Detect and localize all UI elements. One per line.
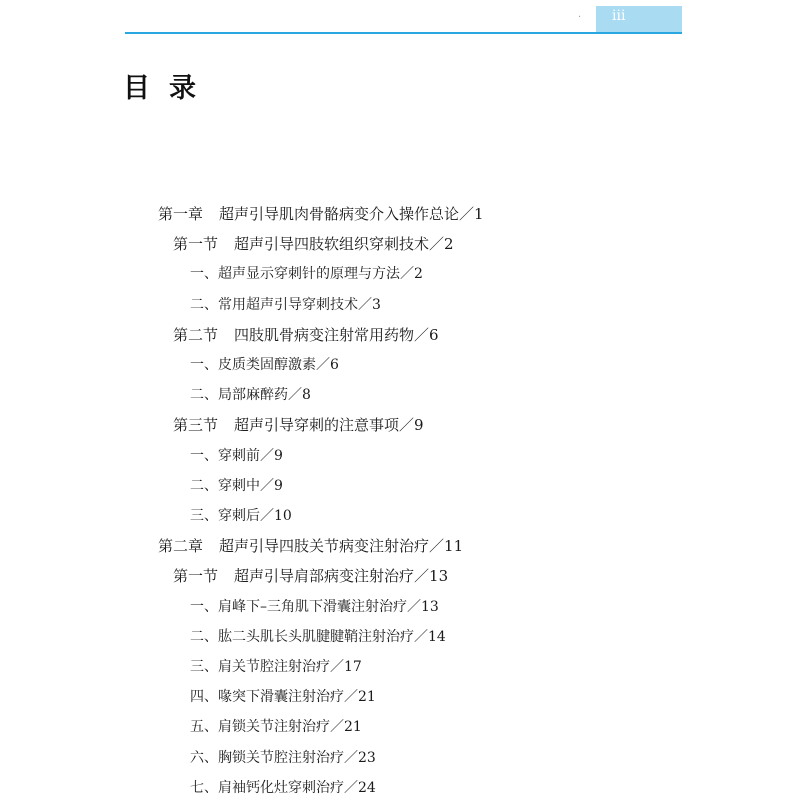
toc-entry-number: 第一节 (173, 235, 219, 253)
toc-entry-page: ／21 (330, 719, 362, 735)
toc-entry[interactable] (190, 716, 362, 738)
page-title: 目录 (123, 73, 215, 104)
toc-entry-title: 肩关节腔注射治疗 (218, 659, 330, 675)
toc-entry-number: 一、 (190, 599, 218, 615)
header-tick-mark: · (578, 12, 582, 23)
toc-entry-page: ／6 (414, 326, 439, 344)
toc-entry-title: 超声引导四肢关节病变注射治疗 (219, 537, 430, 555)
toc-entry-page: ／13 (414, 567, 449, 585)
toc-entry-number: 第一章 (158, 205, 204, 223)
toc-entry-number: 七、 (190, 780, 218, 796)
toc-entry-page: ／13 (407, 599, 439, 615)
toc-entry[interactable] (190, 384, 311, 406)
toc-entry[interactable] (190, 505, 292, 527)
toc-entry-number: 第二章 (158, 537, 204, 555)
toc-entry[interactable] (158, 203, 484, 225)
toc-entry-page: ／9 (260, 448, 283, 464)
toc-entry[interactable] (190, 747, 376, 769)
toc-entry[interactable] (173, 414, 424, 436)
toc-entry-number: 第一节 (173, 567, 219, 585)
toc-entry-title: 超声引导肌肉骨骼病变介入操作总论 (219, 205, 460, 223)
toc-entry-number: 六、 (190, 750, 218, 766)
toc-entry-title: 肩袖钙化灶穿刺治疗 (218, 780, 344, 796)
toc-entry-title: 喙突下滑囊注射治疗 (218, 689, 344, 705)
toc-entry-page: ／23 (344, 750, 376, 766)
toc-entry-title: 皮质类固醇激素 (218, 357, 316, 373)
toc-entry-number: 二、 (190, 478, 218, 494)
toc-entry-number: 五、 (190, 719, 218, 735)
toc-entry-page: ／2 (429, 235, 454, 253)
toc-entry-number: 二、 (190, 297, 218, 313)
toc-entry[interactable] (173, 324, 439, 346)
toc-entry-title: 穿刺前 (218, 448, 260, 464)
toc-entry[interactable] (190, 596, 439, 618)
toc-entry-page: ／11 (429, 537, 464, 555)
toc-entry[interactable] (190, 656, 362, 678)
toc-entry-page: ／21 (344, 689, 376, 705)
toc-entry-title: 穿刺后 (218, 508, 260, 524)
toc-entry[interactable] (190, 777, 376, 799)
toc-entry-number: 二、 (190, 629, 218, 645)
toc-entry-title: 胸锁关节腔注射治疗 (218, 750, 344, 766)
toc-entry-page: ／6 (316, 357, 339, 373)
toc-entry-page: ／1 (459, 205, 484, 223)
toc-entry-title: 肩峰下–三角肌下滑囊注射治疗 (218, 599, 407, 615)
toc-entry-number: 四、 (190, 689, 218, 705)
toc-entry-title: 局部麻醉药 (218, 387, 288, 403)
toc-entry-title: 肩锁关节注射治疗 (218, 719, 330, 735)
toc-entry-title: 穿刺中 (218, 478, 260, 494)
toc-entry-number: 一、 (190, 357, 218, 373)
toc-entry[interactable] (190, 626, 446, 648)
toc-entry-title: 四肢肌骨病变注射常用药物 (234, 326, 415, 344)
toc-entry-number: 三、 (190, 508, 218, 524)
toc-entry-page: ／9 (399, 416, 424, 434)
toc-entry-title: 超声引导肩部病变注射治疗 (234, 567, 415, 585)
toc-entry-page: ／24 (344, 780, 376, 796)
toc-entry-number: 第三节 (173, 416, 219, 434)
toc-entry-number: 二、 (190, 387, 218, 403)
toc-entry-page: ／3 (358, 297, 381, 313)
toc-entry-title: 超声引导四肢软组织穿刺技术 (234, 235, 430, 253)
toc-entry[interactable] (158, 535, 463, 557)
toc-entry-number: 第二节 (173, 326, 219, 344)
toc-entry-page: ／14 (414, 629, 446, 645)
toc-entry-title: 超声显示穿刺针的原理与方法 (218, 266, 400, 282)
toc-entry-number: 一、 (190, 448, 218, 464)
toc-entry-title: 常用超声引导穿刺技术 (218, 297, 358, 313)
toc-entry[interactable] (190, 354, 339, 376)
toc-entry[interactable] (173, 233, 454, 255)
toc-entry-page: ／9 (260, 478, 283, 494)
toc-entry-page: ／8 (288, 387, 311, 403)
toc-entry[interactable] (190, 686, 376, 708)
toc-entry-page: ／2 (400, 266, 423, 282)
page-number: iii (612, 8, 626, 24)
toc-entry[interactable] (190, 294, 381, 316)
toc-entry-number: 三、 (190, 659, 218, 675)
toc-entry-page: ／10 (260, 508, 292, 524)
toc-entry[interactable] (190, 263, 423, 285)
toc-entry-page: ／17 (330, 659, 362, 675)
toc-entry-title: 超声引导穿刺的注意事项 (234, 416, 400, 434)
toc-entry-number: 一、 (190, 266, 218, 282)
toc-entry[interactable] (190, 445, 283, 467)
toc-entry[interactable] (173, 565, 448, 587)
toc-entry-title: 肱二头肌长头肌腱腱鞘注射治疗 (218, 629, 414, 645)
toc-entry[interactable] (190, 475, 283, 497)
